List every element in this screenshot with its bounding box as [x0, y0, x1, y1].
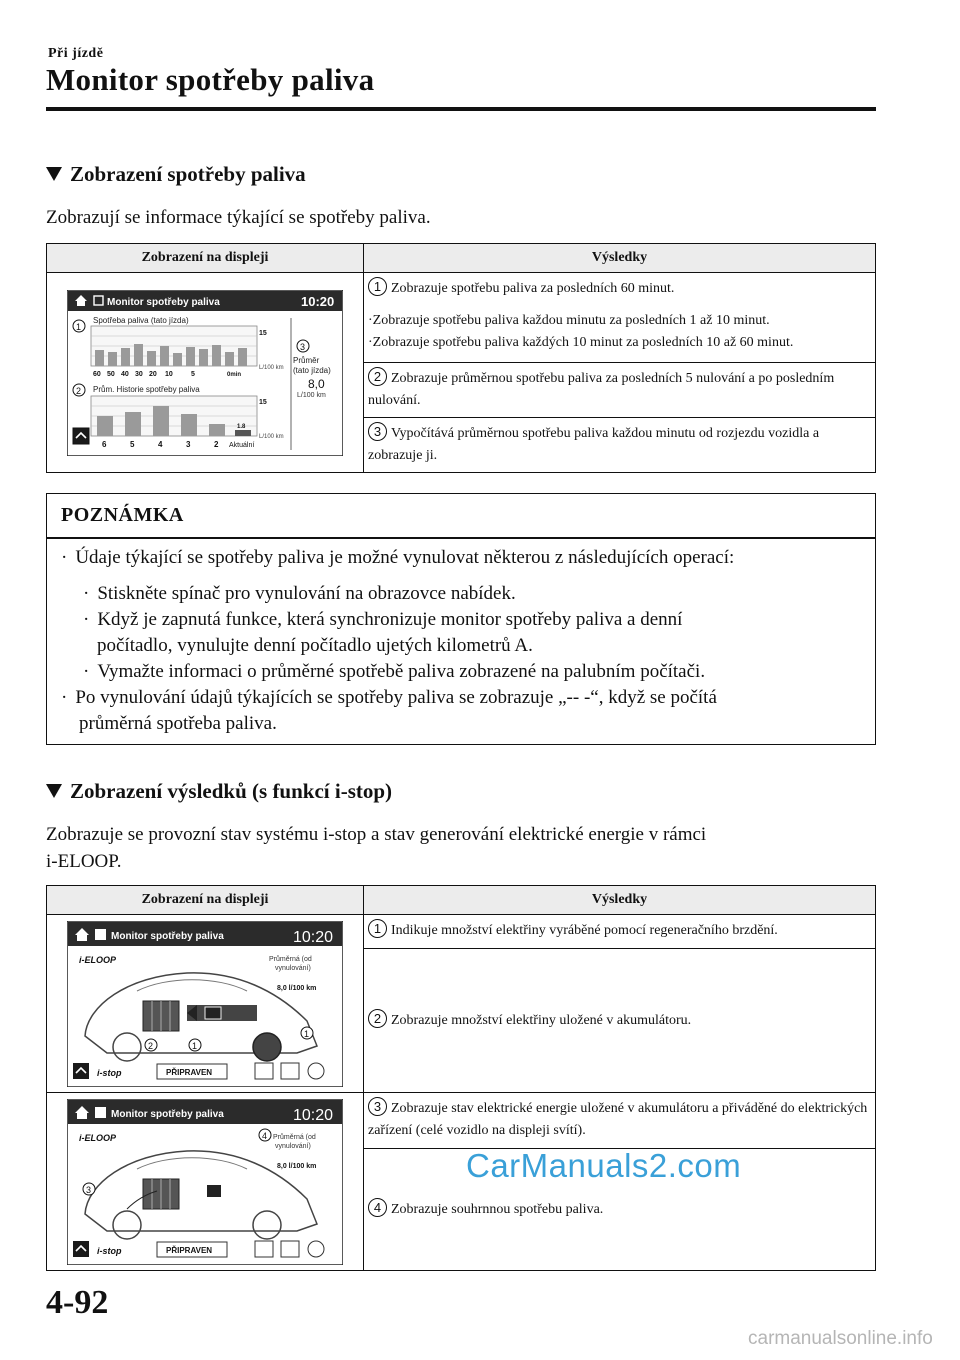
section2-heading-text: Zobrazení výsledků (s funkcí i-stop)	[70, 779, 393, 803]
screen2b-time: 10:20	[293, 1106, 334, 1124]
chart1-tick: 50	[107, 370, 115, 378]
chart1-bar	[108, 352, 117, 366]
chart1-bar	[121, 348, 130, 366]
chart2-tick: 2	[214, 439, 219, 449]
chart2-bar	[125, 412, 141, 436]
triangle-icon	[46, 784, 62, 798]
page-title: Monitor spotřeby paliva	[46, 62, 375, 97]
result-1-text: Zobrazuje spotřebu paliva za posledních 60 minut.	[391, 281, 675, 296]
watermark: CarManuals2.com	[466, 1147, 742, 1184]
avg-label-2: (tato jízda)	[293, 365, 331, 375]
chart2-bar	[153, 406, 169, 436]
chart1-tick: 40	[121, 370, 129, 378]
screen2a-callout-1a: 1	[192, 1040, 198, 1051]
avg-value: 8,0	[308, 376, 325, 391]
chart1-bar	[199, 349, 208, 366]
note-item-3: · Když je zapnutá funkce, která synchronizuje monitor spotřeby paliva a denní	[83, 609, 683, 630]
note-item-3b: počítadlo, vynulujte denní počítadlo ujetých kilometrů A.	[97, 635, 533, 656]
result-1-number: 1	[368, 277, 387, 296]
chart1-bar	[238, 348, 247, 366]
triangle-icon	[46, 167, 62, 181]
chart1-tick: 5	[191, 370, 195, 378]
monitor-icon	[95, 929, 106, 940]
screen2a-brand: i-ELOOP	[79, 954, 117, 965]
note-item-2: · Stiskněte spínač pro vynulování na obrazovce nabídek.	[83, 583, 516, 604]
avg-unit: L/100 km	[297, 391, 326, 399]
chart1-max: 15	[259, 329, 267, 337]
istop-table-header-results: Výsledky	[364, 886, 876, 915]
screen2b-avg-value: 8,0 l/100 km	[277, 1162, 317, 1170]
result-1-bullet-1-text: Zobrazuje spotřebu paliva každou minutu za posledních 1 až 10 minut.	[372, 313, 770, 328]
screen2a-callout-1b: 1	[304, 1028, 310, 1039]
istop-result-1	[364, 915, 876, 949]
callout-1: 1	[76, 321, 82, 332]
chart1-tick: 0min	[227, 371, 242, 378]
fuel-result-1	[364, 273, 876, 363]
fuel-table	[46, 243, 876, 473]
screen2a-avg-value: 8,0 l/100 km	[277, 984, 317, 992]
chart1-tick: 30	[135, 370, 143, 378]
istop-result-4-number: 4	[368, 1198, 387, 1217]
chart1-tick: 60	[93, 370, 101, 378]
note-item-5-text: Po vynulování údajů týkajících se spotřeby paliva se zobrazuje „-- -“, když se počítá	[75, 687, 717, 708]
note-title: POZNÁMKA	[61, 504, 184, 526]
note-item-4: · Vymažte informaci o průměrné spotřebě paliva zobrazené na palubním počítači.	[83, 661, 706, 682]
chart1-bar	[160, 346, 169, 366]
screen2b-callout-4: 4	[262, 1130, 268, 1141]
callout-3: 3	[300, 341, 306, 352]
back-button[interactable]	[73, 1241, 89, 1257]
chart2-tick: Aktuální	[229, 441, 255, 449]
result-1-bullet-1: ·Zobrazuje spotřebu paliva každou minutu za posledních 1 až 10 minut.	[368, 313, 770, 328]
ready-label: PŘIPRAVEN	[166, 1067, 213, 1077]
section2-intro-2: i-ELOOP.	[46, 851, 122, 872]
istop-result-2	[364, 949, 876, 1093]
fuel-table-header-results: Výsledky	[364, 244, 876, 273]
chart1-bar	[225, 352, 234, 366]
section1-heading-text: Zobrazení spotřeby paliva	[70, 162, 306, 186]
result-3-number: 3	[368, 422, 387, 441]
note-item-3-text: Když je zapnutá funkce, která synchronizuje monitor spotřeby paliva a denní	[97, 609, 683, 630]
result-2-number: 2	[368, 367, 387, 386]
section2-intro-1: Zobrazuje se provozní stav systému i-stop a stav generování elektrické energie v rámci	[46, 824, 707, 845]
avg-label-1: Průměr	[293, 355, 320, 365]
istop-result-3-text: Zobrazuje stav elektrické energie uložené v akumulátoru a přiváděné do elektrických zařízení (celé vozidlo na displeji svítí).	[368, 1101, 868, 1138]
section-label: Při jízdě	[48, 46, 104, 61]
screen2b-avg-1: Průměrná (od	[273, 1133, 316, 1141]
screen2a-avg-1: Průměrná (od	[269, 955, 312, 963]
chart2-bar	[235, 430, 251, 436]
chart1-bar	[173, 353, 182, 366]
result-1-bullet-2: ·Zobrazuje spotřebu paliva každých 10 minut za posledních 10 až 60 minut.	[368, 335, 794, 350]
fuel-screen-cell	[47, 273, 364, 473]
chart1-tick: 20	[149, 370, 157, 378]
chart1-label: Spotřeba paliva (tato jízda)	[93, 315, 189, 325]
istop-result-1-text: Indikuje množství elektřiny vyráběné pomocí regeneračního brzdění.	[391, 923, 778, 938]
chart1-bar	[134, 344, 143, 366]
ready-label-2: PŘIPRAVEN	[166, 1245, 213, 1255]
istop-result-4-text: Zobrazuje souhrnnou spotřebu paliva.	[391, 1202, 604, 1217]
screen2a-avg-2: vynulování)	[275, 964, 311, 972]
istop-label-2: i-stop	[97, 1245, 122, 1256]
footer-watermark: carmanualsonline.info	[748, 1328, 933, 1349]
istop-result-2-number: 2	[368, 1009, 387, 1028]
callout-2: 2	[76, 385, 82, 396]
chart2-tick: 3	[186, 439, 191, 449]
istop-label: i-stop	[97, 1067, 122, 1078]
istop-result-3-number: 3	[368, 1097, 387, 1116]
fuel-table-header-display: Zobrazení na displeji	[47, 244, 364, 273]
page-number: 4-92	[46, 1284, 109, 1321]
section2-heading	[46, 779, 392, 804]
note-box	[46, 493, 876, 745]
note-item-2-text: Stiskněte spínač pro vynulování na obrazovce nabídek.	[97, 583, 516, 604]
result-3-text: Vypočítává průměrnou spotřebu paliva každou minutu od rozjezdu vozidla a zobrazuje ji.	[368, 426, 820, 463]
chart1-unit: L/100 km	[259, 364, 284, 371]
istop-monitor-screen-1	[67, 921, 343, 1087]
fuel-result-2	[364, 363, 876, 418]
result-1-bullet-2-text: Zobrazuje spotřebu paliva každých 10 minut za posledních 10 až 60 minut.	[372, 335, 794, 350]
chart2-bar	[209, 424, 225, 436]
screen2a-title: Monitor spotřeby paliva	[111, 930, 224, 942]
chart2-tick: 5	[130, 439, 135, 449]
screen2b-callout-3: 3	[86, 1184, 92, 1195]
chart1-bar	[212, 345, 221, 366]
monitor-icon	[95, 1107, 106, 1118]
istop-result-2-text: Zobrazuje množství elektřiny uložené v akumulátoru.	[391, 1013, 692, 1028]
screen2a-callout-2: 2	[148, 1040, 154, 1051]
fuel-monitor-screen	[67, 290, 343, 456]
chart2-max: 15	[259, 398, 267, 406]
chart1-bar	[147, 351, 156, 366]
chart1-bar	[186, 347, 195, 366]
screen-title: Monitor spotřeby paliva	[107, 296, 220, 308]
screen2a-time: 10:20	[293, 928, 334, 946]
chart2-tick: 4	[158, 439, 163, 449]
chart2-label: Prům. Historie spotřeby paliva	[93, 384, 200, 394]
chart2-last-value: 1.8	[237, 423, 246, 430]
istop-monitor-screen-2	[67, 1099, 343, 1265]
chart2-bar	[97, 416, 113, 436]
istop-table-header-display: Zobrazení na displeji	[47, 886, 364, 915]
screen-time: 10:20	[301, 293, 335, 309]
note-rule	[47, 537, 875, 539]
istop-screen-cell-2	[47, 1093, 364, 1271]
section1-intro: Zobrazují se informace týkající se spotřeby paliva.	[46, 207, 431, 228]
istop-result-3	[364, 1093, 876, 1149]
note-item-1: · Údaje týkající se spotřeby paliva je možné vynulovat některou z následujících operací:	[61, 547, 735, 568]
istop-screen-cell-1	[47, 915, 364, 1093]
chart2-unit: L/100 km	[259, 433, 284, 440]
fuel-result-3	[364, 418, 876, 473]
title-rule	[46, 107, 876, 111]
back-button[interactable]	[73, 428, 89, 444]
section1-heading	[46, 162, 306, 187]
note-item-5b: průměrná spotřeba paliva.	[79, 713, 277, 734]
screen2b-avg-2: vynulování)	[275, 1142, 311, 1150]
screen2b-brand: i-ELOOP	[79, 1132, 117, 1143]
note-item-1-text: Údaje týkající se spotřeby paliva je možné vynulovat některou z následujících operací:	[75, 547, 735, 568]
istop-table	[46, 885, 876, 1271]
back-button[interactable]	[73, 1063, 89, 1079]
chart1-tick: 10	[165, 370, 173, 378]
screen2b-title: Monitor spotřeby paliva	[111, 1108, 224, 1120]
chart2-bar	[181, 414, 197, 436]
result-2-text: Zobrazuje průměrnou spotřebu paliva za posledních 5 nulování a po posledním nulování.	[368, 371, 835, 408]
note-item-4-text: Vymažte informaci o průměrné spotřebě paliva zobrazené na palubním počítači.	[97, 661, 706, 682]
chart1-bar	[95, 350, 104, 366]
note-item-5: · Po vynulování údajů týkajících se spotřeby paliva se zobrazuje „-- -“, když se počítá	[61, 687, 717, 708]
chart2-tick: 6	[102, 439, 107, 449]
istop-result-1-number: 1	[368, 919, 387, 938]
